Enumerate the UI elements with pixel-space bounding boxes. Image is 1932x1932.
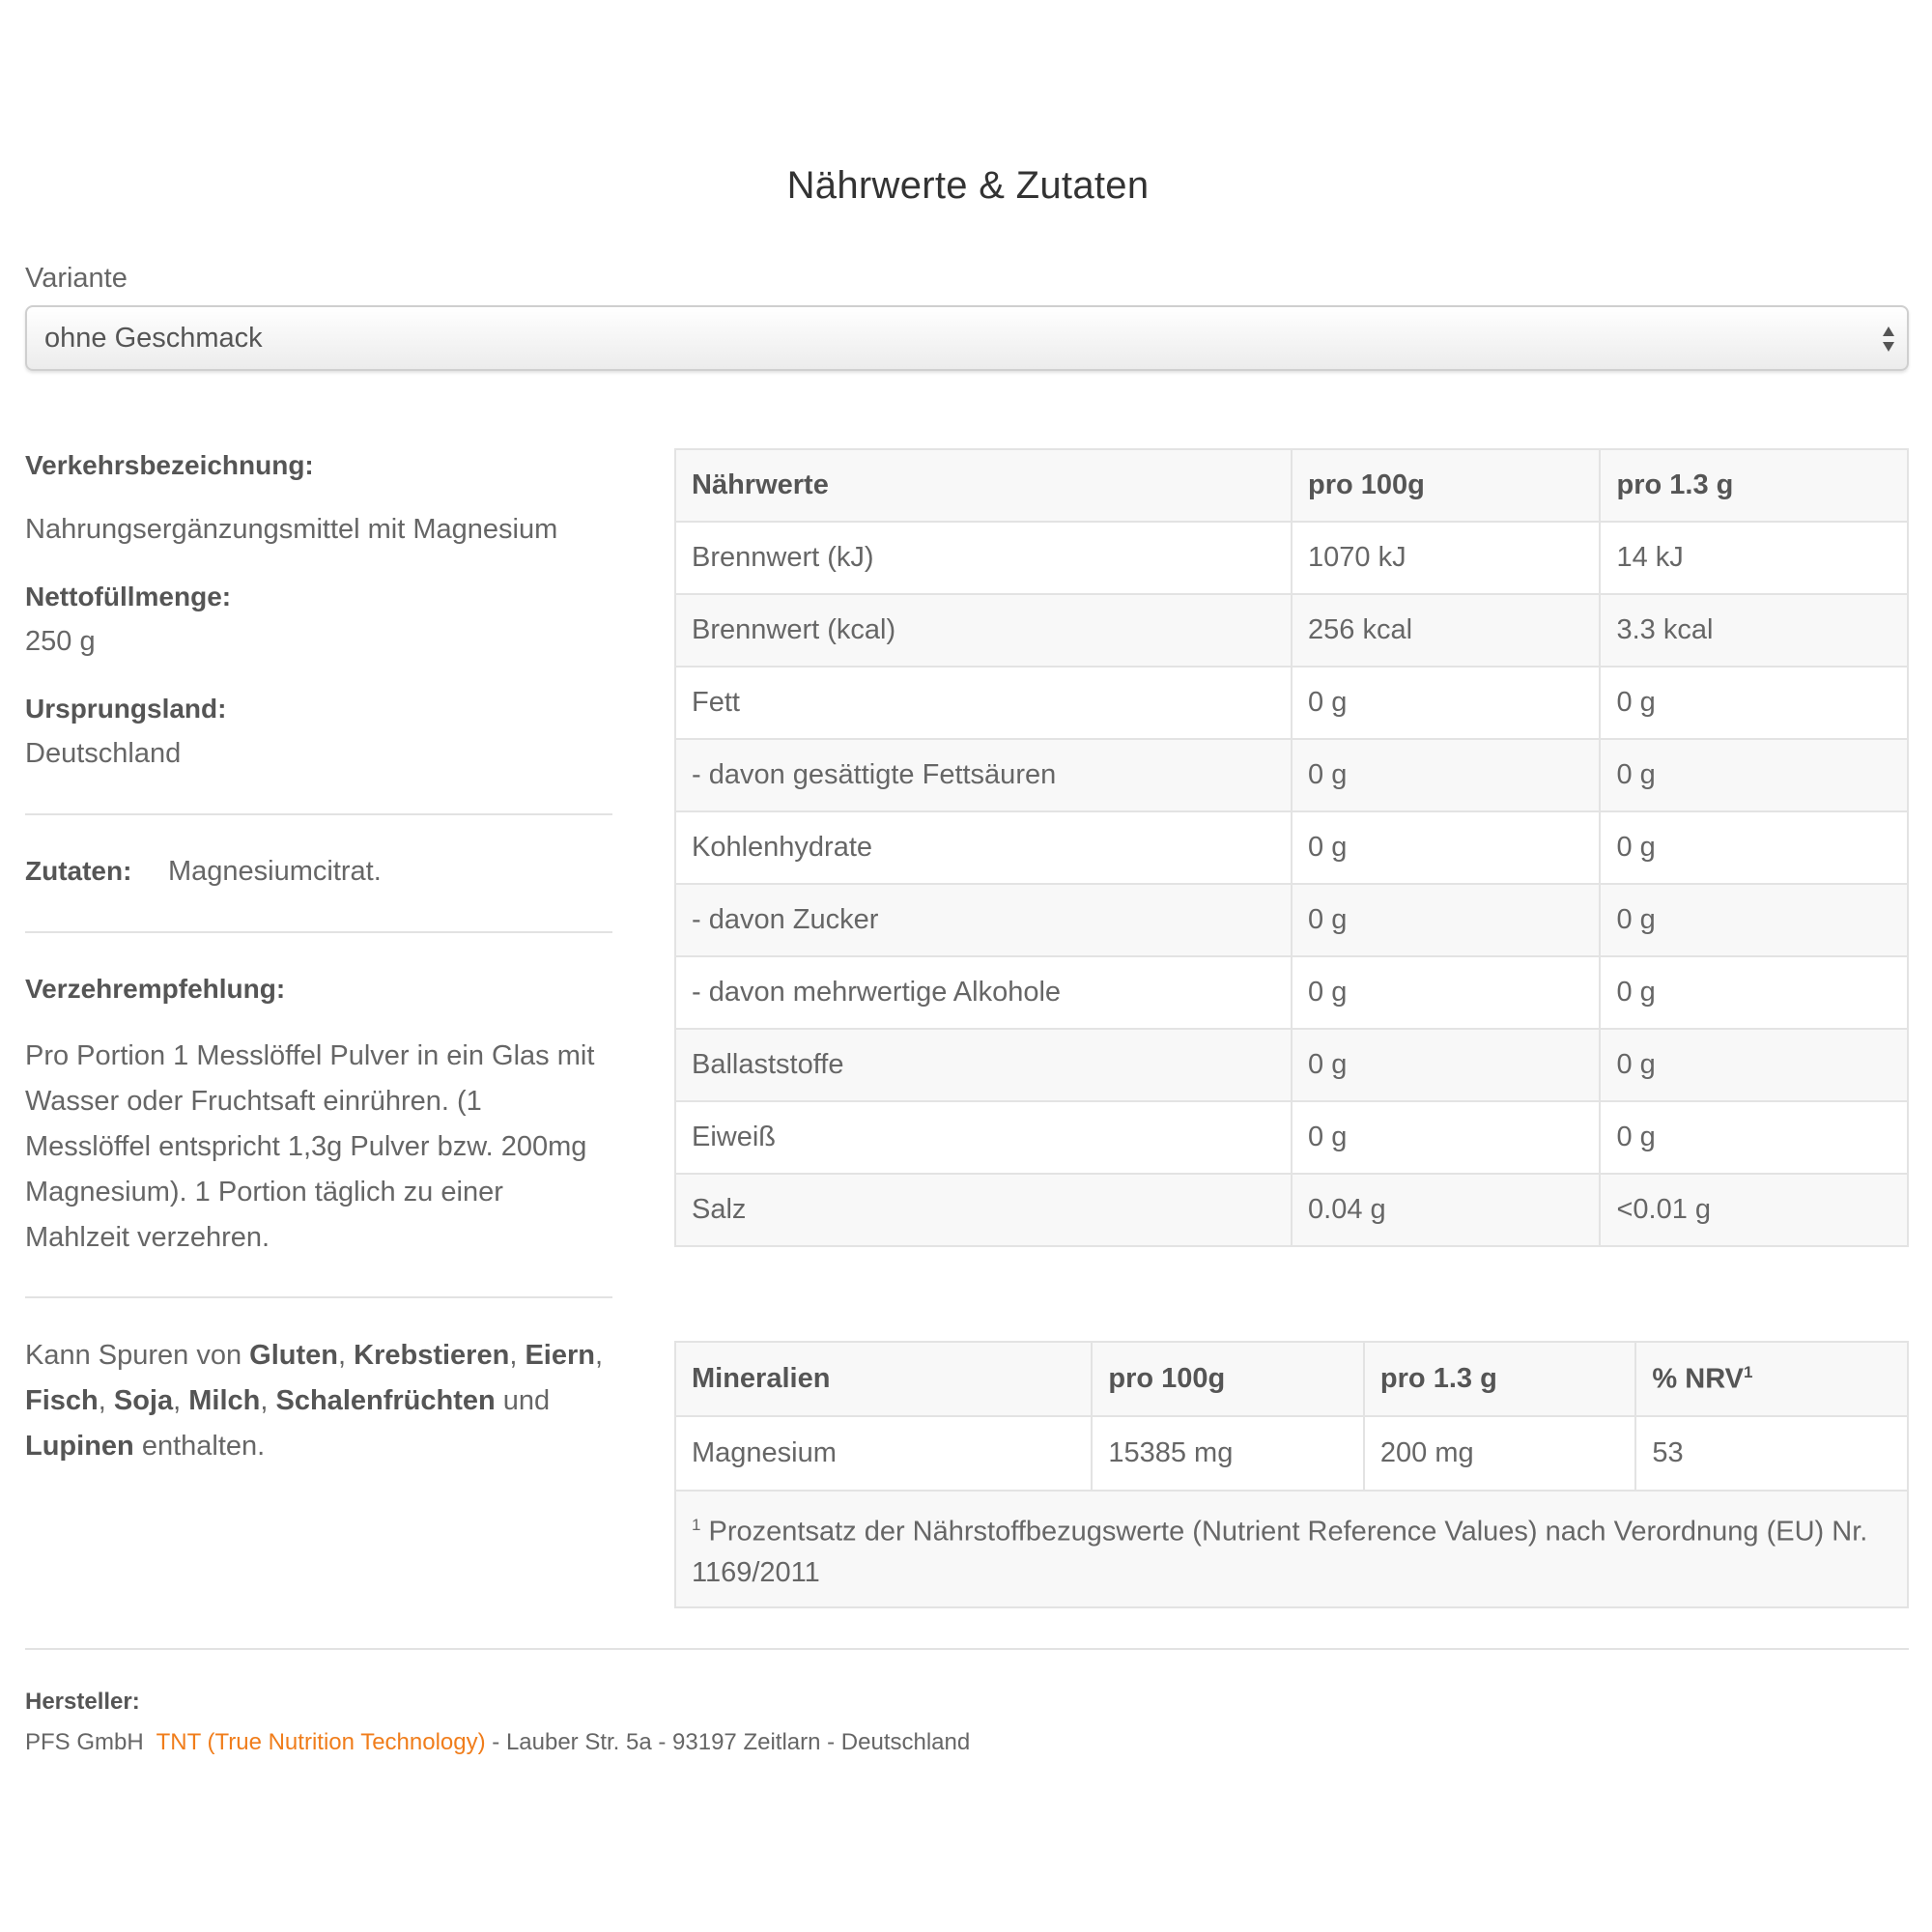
designation-value: Nahrungsergänzungsmittel mit Magnesium	[25, 514, 558, 545]
value-per-portion: 14 kJ	[1600, 522, 1908, 594]
nutrition-table	[674, 448, 1909, 1247]
table-row	[675, 1029, 1908, 1101]
value-per-100g: 0 g	[1292, 667, 1600, 739]
value-per-100g: 0 g	[1292, 956, 1600, 1029]
allergen-fisch: Fisch	[25, 1385, 99, 1416]
manufacturer-brand-link[interactable]: TNT (True Nutrition Technology)	[156, 1729, 486, 1755]
ingredients-value: Magnesiumcitrat.	[168, 856, 382, 887]
nrv-header-label: % NRV	[1652, 1363, 1744, 1395]
allergen-text: enthalten.	[133, 1431, 266, 1462]
allergen-gluten: Gluten	[249, 1340, 339, 1371]
origin-label: Ursprungsland:	[25, 694, 227, 724]
select-arrows-icon	[1882, 323, 1895, 355]
value-per-portion: 0 g	[1600, 1101, 1908, 1174]
value-per-portion: 0 g	[1600, 739, 1908, 811]
table-row	[675, 667, 1908, 739]
mineral-name: Magnesium	[675, 1416, 1092, 1491]
value-per-100g: 0.04 g	[1292, 1174, 1600, 1246]
nutrient-name: Salz	[675, 1174, 1292, 1246]
value-per-100g: 15385 mg	[1092, 1416, 1364, 1491]
origin-value: Deutschland	[25, 738, 182, 769]
column-header-nrv	[1635, 1342, 1908, 1416]
value-per-portion: 3.3 kcal	[1600, 594, 1908, 667]
manufacturer-company: PFS GmbH	[25, 1729, 144, 1755]
value-per-portion: 0 g	[1600, 956, 1908, 1029]
column-header: pro 100g	[1292, 449, 1600, 522]
designation-label: Verkehrsbezeichnung:	[25, 450, 314, 480]
table-header-row	[675, 449, 1908, 522]
table-row	[675, 884, 1908, 956]
allergen-separator: ,	[594, 1340, 604, 1371]
manufacturer-address: - Lauber Str. 5a - 93197 Zeitlarn - Deutschland	[485, 1729, 971, 1755]
column-header: pro 1.3 g	[1600, 449, 1908, 522]
value-per-100g: 0 g	[1292, 739, 1600, 811]
footnote-marker: 1	[1743, 1362, 1753, 1381]
value-per-100g: 0 g	[1292, 1101, 1600, 1174]
table-row	[675, 1174, 1908, 1246]
table-row	[675, 739, 1908, 811]
footnote-cell	[675, 1491, 1908, 1607]
allergen-notice	[25, 1333, 605, 1469]
column-header: Mineralien	[675, 1342, 1092, 1416]
table-header-row	[675, 1342, 1908, 1416]
value-per-100g: 0 g	[1292, 884, 1600, 956]
allergen-milch: Milch	[188, 1385, 261, 1416]
divider	[25, 931, 612, 933]
table-row	[675, 522, 1908, 594]
variant-label: Variante	[25, 263, 128, 294]
column-header: Nährwerte	[675, 449, 1292, 522]
recommendation-label: Verzehrempfehlung:	[25, 974, 286, 1004]
table-row	[675, 956, 1908, 1029]
value-per-100g: 256 kcal	[1292, 594, 1600, 667]
nutrient-name: Fett	[675, 667, 1292, 739]
footnote-text: Prozentsatz der Nährstoffbezugswerte (Nutrient Reference Values) nach Verordnung (EU) Nr. 1169/2011	[692, 1516, 1868, 1588]
divider	[25, 1296, 612, 1298]
value-per-100g: 1070 kJ	[1292, 522, 1600, 594]
value-per-100g: 0 g	[1292, 811, 1600, 884]
allergen-lupinen: Lupinen	[25, 1431, 134, 1462]
allergen-separator: ,	[98, 1385, 114, 1416]
allergen-soja: Soja	[113, 1385, 174, 1416]
nrv-percent: 53	[1635, 1416, 1908, 1491]
nutrient-name: - davon mehrwertige Alkohole	[675, 956, 1292, 1029]
nutrient-name: Brennwert (kJ)	[675, 522, 1292, 594]
value-per-portion: <0.01 g	[1600, 1174, 1908, 1246]
footnote-row	[675, 1491, 1908, 1607]
table-row	[675, 594, 1908, 667]
net-quantity-value: 250 g	[25, 626, 96, 657]
value-per-100g: 0 g	[1292, 1029, 1600, 1101]
value-per-portion: 0 g	[1600, 884, 1908, 956]
net-quantity-label: Nettofüllmenge:	[25, 582, 232, 611]
page-title: Nährwerte & Zutaten	[786, 164, 1150, 207]
nutrient-name: Kohlenhydrate	[675, 811, 1292, 884]
nutrient-name: Ballaststoffe	[675, 1029, 1292, 1101]
nutrient-name: - davon Zucker	[675, 884, 1292, 956]
column-header: pro 100g	[1092, 1342, 1364, 1416]
value-per-portion: 0 g	[1600, 667, 1908, 739]
table-row	[675, 1101, 1908, 1174]
nutrient-name: - davon gesättigte Fettsäuren	[675, 739, 1292, 811]
allergen-separator: ,	[338, 1340, 355, 1371]
recommendation-value: Pro Portion 1 Messlöffel Pulver in ein Glas mit Wasser oder Fruchtsaft einrühren. (1 Messlöffel entspricht 1,3g Pulver bzw. 200mg Magnesium). 1 Portion täglich zu einer Mahlzeit verzehren.	[25, 1040, 595, 1253]
column-header: pro 1.3 g	[1364, 1342, 1635, 1416]
allergen-text: Kann Spuren von	[25, 1340, 250, 1371]
ingredients-label: Zutaten:	[25, 856, 132, 886]
allergen-separator: ,	[509, 1340, 526, 1371]
allergen-eier: Eiern	[525, 1340, 595, 1371]
divider	[25, 813, 612, 815]
manufacturer-label: Hersteller:	[25, 1689, 140, 1715]
variant-select[interactable]	[25, 305, 1909, 371]
table-row	[675, 811, 1908, 884]
allergen-text: und	[495, 1385, 551, 1416]
allergen-separator: ,	[173, 1385, 189, 1416]
nutrient-name: Eiweiß	[675, 1101, 1292, 1174]
value-per-portion: 0 g	[1600, 1029, 1908, 1101]
manufacturer-line	[25, 1729, 970, 1756]
value-per-portion: 200 mg	[1364, 1416, 1635, 1491]
divider	[25, 1648, 1909, 1650]
allergen-schalenfruechte: Schalenfrüchten	[275, 1385, 496, 1416]
allergen-krebstiere: Krebstieren	[354, 1340, 510, 1371]
table-row	[675, 1416, 1908, 1491]
footnote-marker: 1	[692, 1516, 701, 1534]
variant-selected-value: ohne Geschmack	[44, 323, 263, 354]
mineral-table	[674, 1341, 1909, 1608]
allergen-separator: ,	[260, 1385, 276, 1416]
value-per-portion: 0 g	[1600, 811, 1908, 884]
nutrient-name: Brennwert (kcal)	[675, 594, 1292, 667]
